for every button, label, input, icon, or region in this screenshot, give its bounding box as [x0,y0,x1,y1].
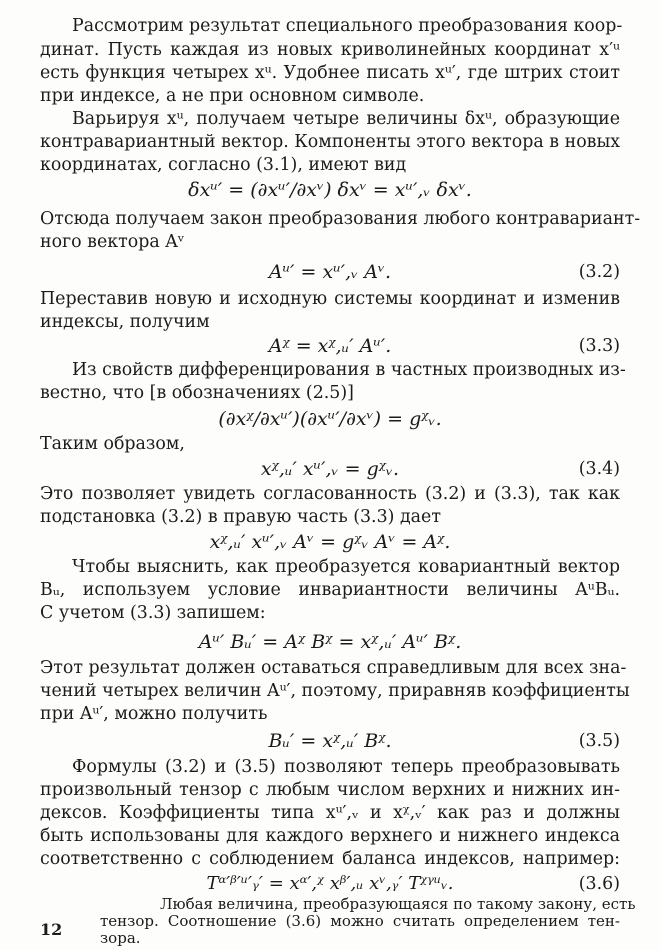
equation-line [40,457,620,481]
text-line: есть функция четырех xᵘ. Удобнее писать xᵘ′, где штрих стоит [40,63,620,83]
text-line: Из свойств дифференцирования в частных производных из- [72,360,626,380]
equation-number: (3.5) [578,731,620,751]
text-line: Формулы (3.2) и (3.5) позволяют теперь преобразовывать [72,757,620,777]
equation-number: (3.6) [578,874,620,894]
text-line: Отсюда получаем закон преобразования любого контравариант- [40,209,641,229]
text-line: соответственно с соблюдением баланса индексов, например: [40,849,620,869]
equation: Tᵅ′ᵝ′ᵘ′ᵧ′ = xᵅ′,ᵡ xᵝ′,ᵤ xᵛ,ᵧ′ Tᵡᵞᵘᵥ. [206,873,454,894]
equation: xᵡ,ᵤ′ xᵘ′,ᵥ Aᵛ = gᵡᵥ Aᵛ = Aᵡ. [209,531,451,553]
equation-line [40,872,620,896]
text-line: вестно, что [в обозначениях (2.5)] [40,383,354,403]
text-line: Чтобы выяснить, как преобразуется ковариантный вектор [72,557,620,577]
equation: δxᵘ′ = (∂xᵘ′/∂xᵛ) δxᵛ = xᵘ′,ᵥ δxᵛ. [188,179,472,201]
text-line: динат. Пусть каждая из новых криволинейных координат x′ᵘ [40,40,620,60]
text-line: зора. [100,929,141,947]
equation-line [40,530,620,554]
equation-number: (3.3) [578,336,620,356]
equation-line [40,630,620,654]
text-line: Таким образом, [40,434,185,454]
text-line: ного вектора Aᵛ [40,232,185,252]
equation: Aᵡ = xᵡ,ᵤ′ Aᵘ′. [268,335,392,357]
text-line: чений четырех величин Aᵘ′, поэтому, приравняв коэффициенты [40,681,630,701]
equation: Aᵘ′ = xᵘ′,ᵥ Aᵛ. [268,261,392,283]
text-line: дексов. Коэффициенты типа xᵘ′,ᵥ и xᵡ,ᵥ′ как раз и должны [40,803,620,823]
equation-line [40,334,620,358]
text-line: Рассмотрим результат специального преобразования коор- [72,16,623,36]
text-line: при индексе, а не при основном символе. [40,86,425,106]
text-line: Это позволяет увидеть согласованность (3.2) и (3.3), так как [40,484,620,504]
text-line: индексы, получим [40,312,210,332]
equation: Bᵤ′ = xᵡ,ᵤ′ Bᵡ. [268,730,392,752]
equation-line [40,729,620,753]
equation-line [40,178,620,202]
equation-line [40,260,620,284]
text-line: координатах, согласно (3.1), имеют вид [40,155,407,175]
equation-number: (3.2) [578,262,620,282]
text-line: контравариантный вектор. Компоненты этого вектора в новых [40,132,621,152]
text-line: произвольный тензор с любым числом верхних и нижних ин- [40,780,620,800]
equation-number: (3.4) [578,459,620,479]
equation: (∂xᵡ/∂xᵘ′)(∂xᵘ′/∂xᵛ) = gᵡᵥ. [218,408,442,430]
text-line: Этот результат должен оставаться справедливым для всех зна- [40,658,627,678]
text-line: Bᵤ, используем условие инвариантности величины AᵘBᵤ. [40,580,620,600]
page-number: 12 [40,920,63,939]
text-line: при Aᵘ′, можно получить [40,704,268,724]
equation: xᵡ,ᵤ′ xᵘ′,ᵥ = gᵡᵥ. [260,458,400,480]
text-line: Переставив новую и исходную системы координат и изменив [40,289,620,309]
text-line: Любая величина, преобразующаяся по такому закону, есть [160,895,636,913]
text-line: подстановка (3.2) в правую часть (3.3) дает [40,507,441,527]
text-line: Варьируя xᵘ, получаем четыре величины δxᵘ, образующие [72,109,620,129]
equation: Aᵘ′ Bᵤ′ = Aᵡ Bᵡ = xᵡ,ᵤ′ Aᵘ′ Bᵡ. [198,631,462,653]
text-line: тензор. Соотношение (3.6) можно считать определением тен- [100,912,620,930]
text-line: С учетом (3.3) запишем: [40,603,266,623]
equation-line [40,407,620,431]
text-line: быть использованы для каждого верхнего и нижнего индекса [40,826,620,846]
